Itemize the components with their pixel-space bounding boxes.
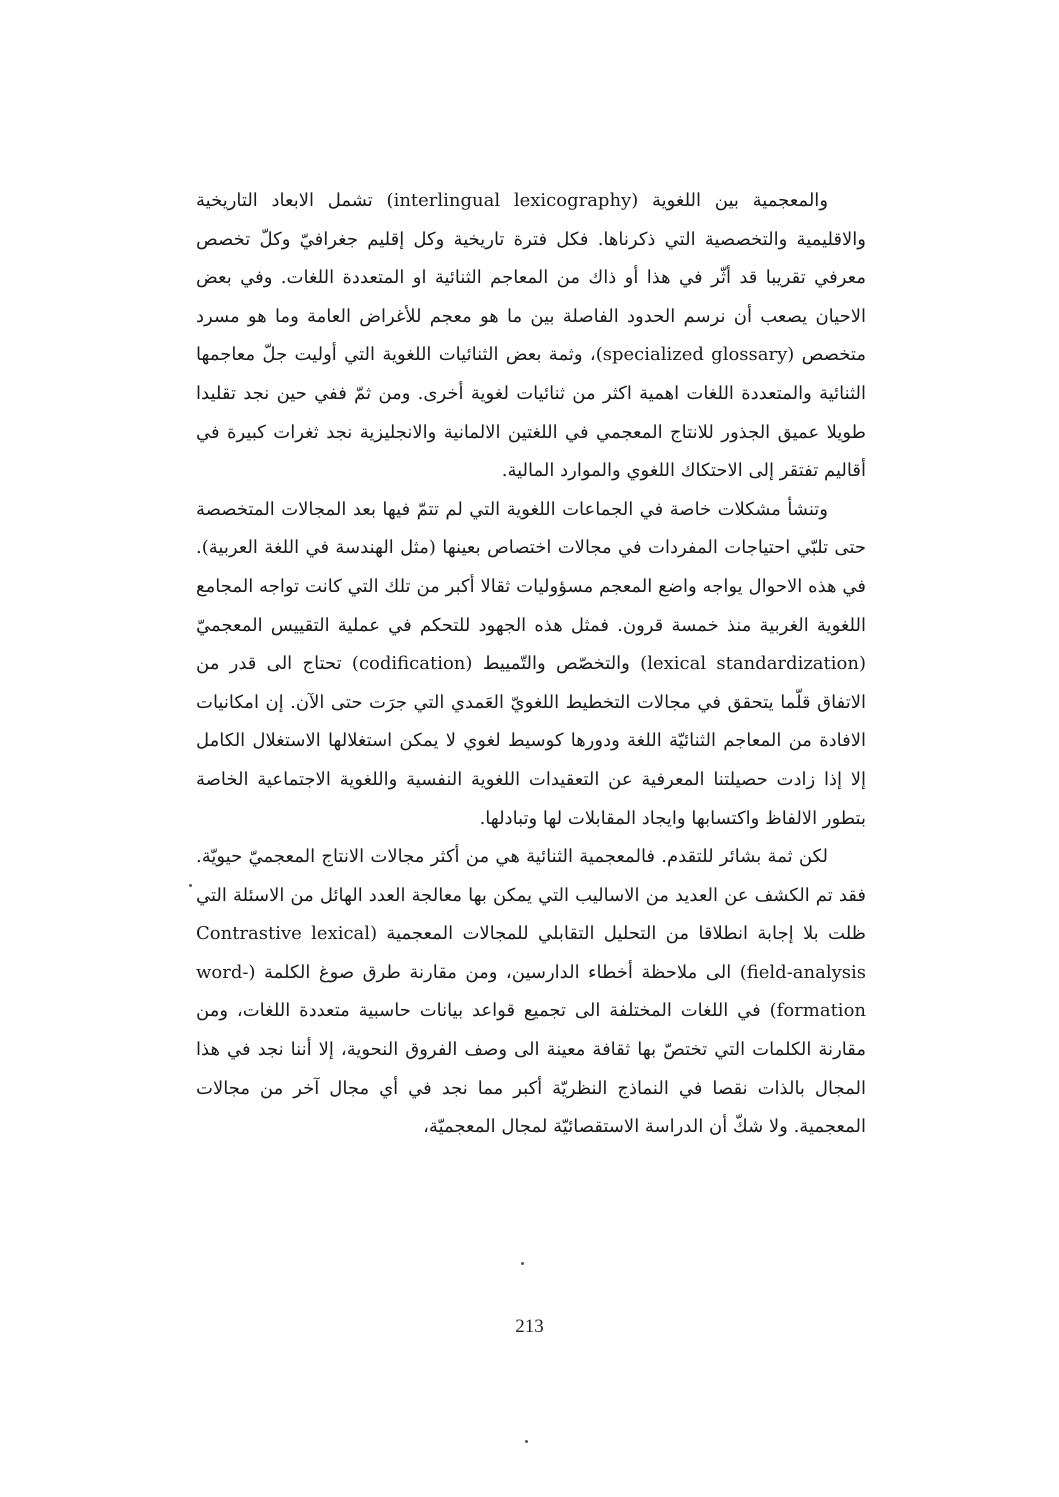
scan-speck: [521, 1262, 524, 1265]
scan-speck: [189, 884, 192, 887]
body-text: [196, 182, 866, 1147]
paragraph-3: لكن ثمة بشائر للتقدم. فالمعجمية الثنائية هي من أكثر مجالات الانتاج المعجميّ حيويّة. فقد تم الكشف عن العديد من الاساليب التي يمكن بها معالجة العدد الهائل من الاسئلة التي ظلت بلا إجابة انطلاقا من التحليل التقابلي للمجالات المعجمية (Contrastive lexical field-analysis) الى ملاحظة أخطاء الدارسين، ومن مقارنة طرق صوغ الكلمة (word-formation) في اللغات المختلفة الى تجميع قواعد بيانات حاسبية متعددة اللغات، ومن مقارنة الكلمات التي تختصّ بها ثقافة معينة الى وصف الفروق النحوية، إلا أننا نجد في هذا المجال بالذات نقصا في النماذج النظريّة أكبر مما نجد في أي مجال آخر من مجالات المعجمية. ولا شكّ أن الدراسة الاستقصائيّة لمجال المعجميّة،: [196, 846, 866, 1138]
paragraph-1: والمعجمية بين اللغوية (interlingual lexicography) تشمل الابعاد التاريخية والاقليمية والتخصصية التي ذكرناها. فكل فترة تاريخية وكل إقليم جغرافيّ وكلّ تخصص معرفي تقريبا قد أثّر في هذا أو ذاك من المعاجم الثنائية او المتعددة اللغات. وفي بعض الاحيان يصعب أن نرسم الحدود الفاصلة بين ما هو معجم للأغراض العامة وما هو مسرد متخصص (specialized glossary)، وثمة بعض الثنائيات اللغوية التي أوليت جلّ معاجمها الثنائية والمتعددة اللغات اهمية اكثر من ثنائيات لغوية أخرى. ومن ثمّ ففي حين نجد تقليدا طويلا عميق الجذور للانتاج المعجمي في اللغتين الالمانية والانجليزية نجد ثغرات كبيرة في أقاليم تفتقر إلى الاحتكاك اللغوي والموارد المالية.: [196, 190, 866, 482]
scan-speck: [525, 1440, 528, 1443]
page-number: 213: [515, 1316, 544, 1337]
paragraph-2: وتنشأ مشكلات خاصة في الجماعات اللغوية التي لم تتمّ فيها بعد المجالات المتخصصة حتى تلبّي احتياجات المفردات في مجالات اختصاص بعينها (مثل الهندسة في اللغة العربية). في هذه الاحوال يواجه واضع المعجم مسؤوليات ثقالا أكبر من تلك التي كانت تواجه المجامع اللغوية الغربية منذ خمسة قرون. فمثل هذه الجهود للتحكم في عملية التقييس المعجميّ (lexical standardization) والتخصّص والتّمييط (codification) تحتاج الى قدر من الاتفاق قلّما يتحقق في مجالات التخطيط اللغويّ العَمدي التي جرَت حتى الآن. إن امكانيات الافادة من المعاجم الثنائيّة اللغة ودورها كوسيط لغوي لا يمكن استغلالها الاستغلال الكامل إلا إذا زادت حصيلتنا المعرفية عن التعقيدات اللغوية النفسية واللغوية الاجتماعية الخاصة بتطور الالفاظ واكتسابها وايجاد المقابلات لها وتبادلها.: [196, 498, 867, 829]
